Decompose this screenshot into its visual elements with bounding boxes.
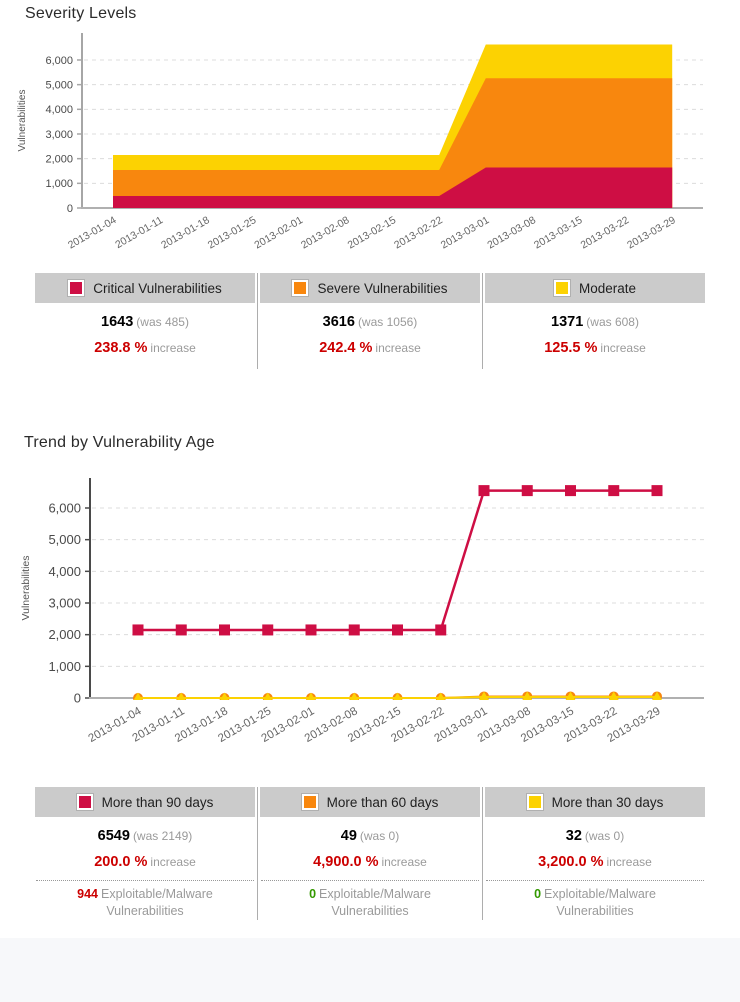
stat-value: 49 [340,828,357,844]
stat-percent-label: increase [150,341,196,355]
svg-text:1,000: 1,000 [45,178,73,191]
legend-header [485,787,705,817]
stat-current-row [566,827,624,845]
stat-percent: 242.4 % [319,340,373,356]
svg-text:2013-01-11: 2013-01-11 [113,214,166,252]
legend-column-90days [33,787,257,920]
stat-current-row [341,827,399,845]
age-90-color-swatch [77,794,93,810]
svg-text:3,000: 3,000 [45,128,73,141]
legend-header [260,273,480,303]
stat-value: 6549 [97,828,130,844]
svg-text:2013-03-08: 2013-03-08 [475,705,533,746]
exploitable-stat [500,886,690,920]
stat-was: (was 1056) [357,315,418,329]
legend-header [35,273,255,303]
stat-percent: 125.5 % [544,340,598,356]
svg-text:2013-01-25: 2013-01-25 [205,214,259,252]
exploitable-count: 944 [77,887,98,901]
severity-legend-table [33,273,707,369]
stat-increase-row [538,853,652,871]
svg-text:2013-02-15: 2013-02-15 [346,705,403,746]
stat-increase-row [544,339,646,357]
footer-band [0,938,740,1002]
dotted-divider [36,880,254,881]
stat-percent: 200.0 % [94,854,148,870]
exploitable-count: 0 [534,887,542,901]
stat-value: 3616 [322,314,355,330]
exploitable-label: Exploitable/Malware Vulnerabilities [319,887,431,918]
svg-text:5,000: 5,000 [45,79,73,92]
svg-text:4,000: 4,000 [45,104,73,117]
dotted-divider [261,880,479,881]
stat-value: 1643 [101,314,134,330]
svg-text:2013-03-22: 2013-03-22 [562,705,620,746]
legend-label: Severe Vulnerabilities [317,280,448,296]
stat-was: (was 2149) [132,829,193,843]
svg-text:2,000: 2,000 [45,153,73,166]
legend-header [260,787,480,817]
stat-percent-label: increase [381,855,427,869]
stat-value: 32 [565,828,582,844]
svg-text:2013-02-22: 2013-02-22 [389,705,447,746]
legend-label: Moderate [578,280,637,296]
exploitable-count: 0 [309,887,317,901]
svg-text:4,000: 4,000 [48,563,81,579]
stat-percent: 3,200.0 % [538,854,604,870]
stat-current-row [101,313,189,331]
stat-was: (was 485) [136,315,189,329]
exploitable-stat [275,886,465,920]
svg-text:Vulnerabilities: Vulnerabilities [20,555,32,621]
critical-color-swatch [68,280,84,296]
trend-by-age-chart [0,455,740,760]
svg-text:2013-03-22: 2013-03-22 [578,214,632,252]
svg-text:2013-03-15: 2013-03-15 [519,705,576,746]
svg-text:2013-03-29: 2013-03-29 [625,214,678,252]
age-60-color-swatch [302,794,318,810]
svg-text:2013-01-18: 2013-01-18 [173,705,230,746]
svg-text:0: 0 [66,202,73,215]
exploitable-label: Exploitable/Malware Vulnerabilities [544,887,656,918]
legend-column-critical [33,273,257,369]
svg-text:2013-03-08: 2013-03-08 [485,214,538,252]
severity-levels-chart [0,26,740,262]
legend-column-moderate [482,273,707,369]
svg-text:1,000: 1,000 [48,658,81,674]
svg-text:2013-02-08: 2013-02-08 [302,705,360,746]
svg-text:2013-03-15: 2013-03-15 [531,214,585,252]
exploitable-label: Exploitable/Malware Vulnerabilities [101,887,213,918]
svg-text:2013-02-15: 2013-02-15 [345,214,399,252]
moderate-color-swatch [554,280,570,296]
svg-text:2013-01-18: 2013-01-18 [159,214,212,252]
stat-was: (was 0) [359,829,400,843]
age-30-color-swatch [527,794,543,810]
svg-text:2013-01-04: 2013-01-04 [86,705,144,746]
stat-was: (was 608) [586,315,639,329]
stat-current-row [551,313,639,331]
stat-value: 1371 [551,314,584,330]
svg-text:2013-02-01: 2013-02-01 [252,214,305,252]
svg-text:2013-01-04: 2013-01-04 [65,214,119,252]
stat-percent-label: increase [606,855,652,869]
severity-levels-title: Severity Levels [25,5,137,22]
severe-color-swatch [292,280,308,296]
stat-increase-row [319,339,421,357]
legend-label: More than 90 days [101,794,214,810]
stat-percent-label: increase [375,341,421,355]
svg-text:2013-03-29: 2013-03-29 [605,705,663,746]
svg-text:2013-03-01: 2013-03-01 [438,214,492,252]
stat-percent-label: increase [600,341,646,355]
svg-text:2013-02-08: 2013-02-08 [298,214,352,252]
age-legend-table [33,787,707,920]
legend-column-30days [482,787,707,920]
trend-by-age-title: Trend by Vulnerability Age [24,434,215,451]
legend-column-severe [257,273,482,369]
stat-percent: 238.8 % [94,340,148,356]
svg-text:0: 0 [73,690,81,706]
legend-label: More than 60 days [326,794,439,810]
svg-text:5,000: 5,000 [48,532,81,548]
svg-text:Vulnerabilities: Vulnerabilities [17,89,28,152]
stat-percent-label: increase [150,855,196,869]
stat-increase-row [313,853,427,871]
svg-text:2013-01-25: 2013-01-25 [216,705,274,746]
stat-current-row [323,313,418,331]
svg-text:2013-02-01: 2013-02-01 [259,705,317,746]
legend-header [485,273,705,303]
stat-was: (was 0) [584,829,625,843]
svg-text:6,000: 6,000 [48,500,81,516]
legend-header [35,787,255,817]
svg-text:2,000: 2,000 [48,627,81,643]
svg-text:2013-01-11: 2013-01-11 [130,705,187,745]
stat-percent: 4,900.0 % [313,854,379,870]
dotted-divider [486,880,704,881]
stat-current-row [98,827,193,845]
legend-label: More than 30 days [551,794,664,810]
exploitable-stat [50,886,240,920]
svg-text:2013-03-01: 2013-03-01 [432,705,490,746]
stat-increase-row [94,853,196,871]
legend-label: Critical Vulnerabilities [93,280,222,296]
legend-column-60days [257,787,482,920]
stat-increase-row [94,339,196,357]
svg-text:2013-02-22: 2013-02-22 [392,214,445,252]
svg-text:6,000: 6,000 [45,54,73,67]
svg-text:3,000: 3,000 [48,595,81,611]
